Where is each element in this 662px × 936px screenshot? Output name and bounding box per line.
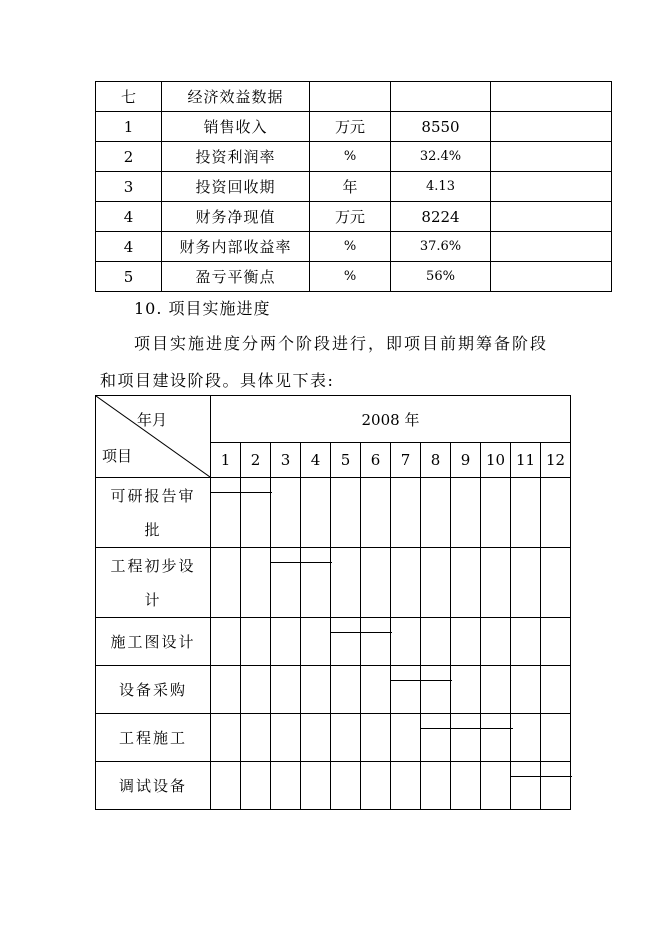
schedule-cell bbox=[421, 618, 451, 666]
schedule-cell bbox=[421, 666, 451, 714]
schedule-cell bbox=[451, 548, 481, 618]
schedule-cell bbox=[451, 666, 481, 714]
schedule-cell bbox=[451, 762, 481, 810]
table-row bbox=[96, 232, 612, 262]
economic-indicators-table bbox=[95, 81, 612, 292]
schedule-cell bbox=[481, 762, 511, 810]
task-row bbox=[96, 762, 571, 810]
task-row bbox=[96, 548, 571, 618]
schedule-cell bbox=[361, 666, 391, 714]
schedule-cell bbox=[391, 714, 421, 762]
schedule-cell bbox=[241, 478, 271, 548]
table-row bbox=[96, 142, 612, 172]
table-row bbox=[96, 172, 612, 202]
schedule-cell bbox=[331, 666, 361, 714]
schedule-cell bbox=[241, 762, 271, 810]
table-row bbox=[96, 112, 612, 142]
indicator-unit: 万元 bbox=[310, 202, 391, 232]
schedule-cell bbox=[451, 618, 481, 666]
month-header: 10 bbox=[481, 443, 511, 478]
task-name bbox=[96, 666, 211, 714]
schedule-cell bbox=[421, 714, 451, 762]
schedule-cell bbox=[361, 714, 391, 762]
schedule-cell bbox=[391, 762, 421, 810]
implementation-schedule-table bbox=[95, 395, 571, 810]
year-header: 2008 年 bbox=[211, 396, 571, 443]
schedule-cell bbox=[211, 618, 241, 666]
indicator-unit: % bbox=[310, 232, 391, 262]
schedule-cell bbox=[271, 762, 301, 810]
schedule-cell bbox=[391, 618, 421, 666]
paragraph-line: 项目实施进度分两个阶段进行，即项目前期筹备阶段 bbox=[134, 334, 549, 353]
corner-item-label: 项目 bbox=[102, 447, 133, 465]
schedule-cell bbox=[301, 548, 331, 618]
schedule-cell bbox=[241, 548, 271, 618]
task-name-line: 计 bbox=[144, 590, 162, 609]
schedule-cell bbox=[511, 548, 541, 618]
indicator-unit: % bbox=[310, 142, 391, 172]
task-name-line: 施工图设计 bbox=[110, 632, 196, 651]
paragraph-line: 和项目建设阶段。具体见下表: bbox=[100, 371, 335, 390]
schedule-cell bbox=[511, 714, 541, 762]
schedule-cell bbox=[301, 714, 331, 762]
month-header: 1 bbox=[211, 443, 241, 478]
schedule-cell bbox=[331, 548, 361, 618]
indicator-unit: % bbox=[310, 262, 391, 292]
schedule-cell bbox=[541, 618, 571, 666]
indicator-name: 投资回收期 bbox=[162, 172, 310, 202]
schedule-cell bbox=[301, 618, 331, 666]
schedule-cell bbox=[331, 714, 361, 762]
schedule-cell bbox=[241, 666, 271, 714]
schedule-cell bbox=[361, 618, 391, 666]
schedule-cell bbox=[271, 714, 301, 762]
schedule-cell bbox=[271, 478, 301, 548]
indicator-note bbox=[491, 82, 612, 112]
task-name-line: 调试设备 bbox=[118, 776, 187, 795]
task-name-line: 可研报告审 bbox=[110, 486, 196, 505]
task-row bbox=[96, 714, 571, 762]
row-number: 4 bbox=[96, 232, 162, 262]
task-name-line: 批 bbox=[144, 520, 162, 539]
schedule-cell bbox=[301, 666, 331, 714]
indicator-value: 8550 bbox=[391, 112, 491, 142]
task-row bbox=[96, 478, 571, 548]
schedule-cell bbox=[271, 666, 301, 714]
schedule-cell bbox=[481, 548, 511, 618]
indicator-note bbox=[491, 172, 612, 202]
row-number: 2 bbox=[96, 142, 162, 172]
corner-month-label: 年月 bbox=[137, 411, 168, 429]
task-name bbox=[96, 762, 211, 810]
row-number: 1 bbox=[96, 112, 162, 142]
schedule-cell bbox=[511, 618, 541, 666]
schedule-cell bbox=[391, 666, 421, 714]
indicator-name: 财务净现值 bbox=[162, 202, 310, 232]
row-number: 七 bbox=[96, 82, 162, 112]
month-header: 12 bbox=[541, 443, 571, 478]
schedule-cell bbox=[271, 548, 301, 618]
month-header: 11 bbox=[511, 443, 541, 478]
schedule-cell bbox=[331, 762, 361, 810]
schedule-cell bbox=[211, 478, 241, 548]
month-header: 9 bbox=[451, 443, 481, 478]
month-header: 8 bbox=[421, 443, 451, 478]
indicator-note bbox=[491, 232, 612, 262]
schedule-cell bbox=[211, 548, 241, 618]
table-row bbox=[96, 202, 612, 232]
indicator-value: 8224 bbox=[391, 202, 491, 232]
section-heading: 10. 项目实施进度 bbox=[134, 299, 271, 318]
schedule-cell bbox=[241, 714, 271, 762]
indicator-name: 销售收入 bbox=[162, 112, 310, 142]
row-number: 5 bbox=[96, 262, 162, 292]
month-header: 5 bbox=[331, 443, 361, 478]
row-number: 4 bbox=[96, 202, 162, 232]
task-name bbox=[96, 618, 211, 666]
month-header: 4 bbox=[301, 443, 331, 478]
schedule-cell bbox=[301, 762, 331, 810]
schedule-cell bbox=[361, 548, 391, 618]
task-name-line: 设备采购 bbox=[118, 680, 187, 699]
row-number: 3 bbox=[96, 172, 162, 202]
schedule-cell bbox=[241, 618, 271, 666]
schedule-cell bbox=[391, 478, 421, 548]
schedule-cell bbox=[541, 762, 571, 810]
schedule-cell bbox=[511, 762, 541, 810]
indicator-value: 4.13 bbox=[391, 172, 491, 202]
schedule-cell bbox=[211, 666, 241, 714]
schedule-cell bbox=[451, 478, 481, 548]
indicator-unit bbox=[310, 82, 391, 112]
table-row bbox=[96, 262, 612, 292]
table-row bbox=[96, 82, 612, 112]
schedule-cell bbox=[541, 666, 571, 714]
diagonal-header-cell bbox=[96, 396, 211, 478]
indicator-name: 盈亏平衡点 bbox=[162, 262, 310, 292]
schedule-cell bbox=[301, 478, 331, 548]
task-row bbox=[96, 666, 571, 714]
indicator-note bbox=[491, 142, 612, 172]
header-row bbox=[96, 396, 571, 443]
month-header: 6 bbox=[361, 443, 391, 478]
indicator-note bbox=[491, 262, 612, 292]
indicator-unit: 万元 bbox=[310, 112, 391, 142]
indicator-name: 经济效益数据 bbox=[162, 82, 310, 112]
schedule-cell bbox=[331, 478, 361, 548]
indicator-note bbox=[491, 202, 612, 232]
schedule-cell bbox=[511, 478, 541, 548]
schedule-cell bbox=[331, 618, 361, 666]
schedule-cell bbox=[481, 714, 511, 762]
schedule-cell bbox=[511, 666, 541, 714]
schedule-cell bbox=[541, 714, 571, 762]
indicator-note bbox=[491, 112, 612, 142]
task-name-line: 工程初步设 bbox=[110, 556, 196, 575]
task-name-line: 工程施工 bbox=[118, 728, 187, 747]
indicator-value: 32.4% bbox=[391, 142, 491, 172]
schedule-cell bbox=[211, 714, 241, 762]
schedule-cell bbox=[211, 762, 241, 810]
task-name bbox=[96, 478, 211, 548]
month-header: 2 bbox=[241, 443, 271, 478]
month-header: 7 bbox=[391, 443, 421, 478]
indicator-unit: 年 bbox=[310, 172, 391, 202]
schedule-cell bbox=[361, 478, 391, 548]
schedule-cell bbox=[481, 666, 511, 714]
schedule-cell bbox=[421, 478, 451, 548]
schedule-cell bbox=[541, 478, 571, 548]
indicator-value bbox=[391, 82, 491, 112]
task-name bbox=[96, 714, 211, 762]
task-name bbox=[96, 548, 211, 618]
indicator-name: 投资利润率 bbox=[162, 142, 310, 172]
schedule-cell bbox=[451, 714, 481, 762]
indicator-name: 财务内部收益率 bbox=[162, 232, 310, 262]
schedule-cell bbox=[481, 478, 511, 548]
schedule-cell bbox=[391, 548, 421, 618]
schedule-cell bbox=[481, 618, 511, 666]
schedule-cell bbox=[421, 548, 451, 618]
schedule-cell bbox=[271, 618, 301, 666]
schedule-cell bbox=[421, 762, 451, 810]
indicator-value: 56% bbox=[391, 262, 491, 292]
schedule-cell bbox=[541, 548, 571, 618]
month-header: 3 bbox=[271, 443, 301, 478]
task-row bbox=[96, 618, 571, 666]
schedule-cell bbox=[361, 762, 391, 810]
indicator-value: 37.6% bbox=[391, 232, 491, 262]
